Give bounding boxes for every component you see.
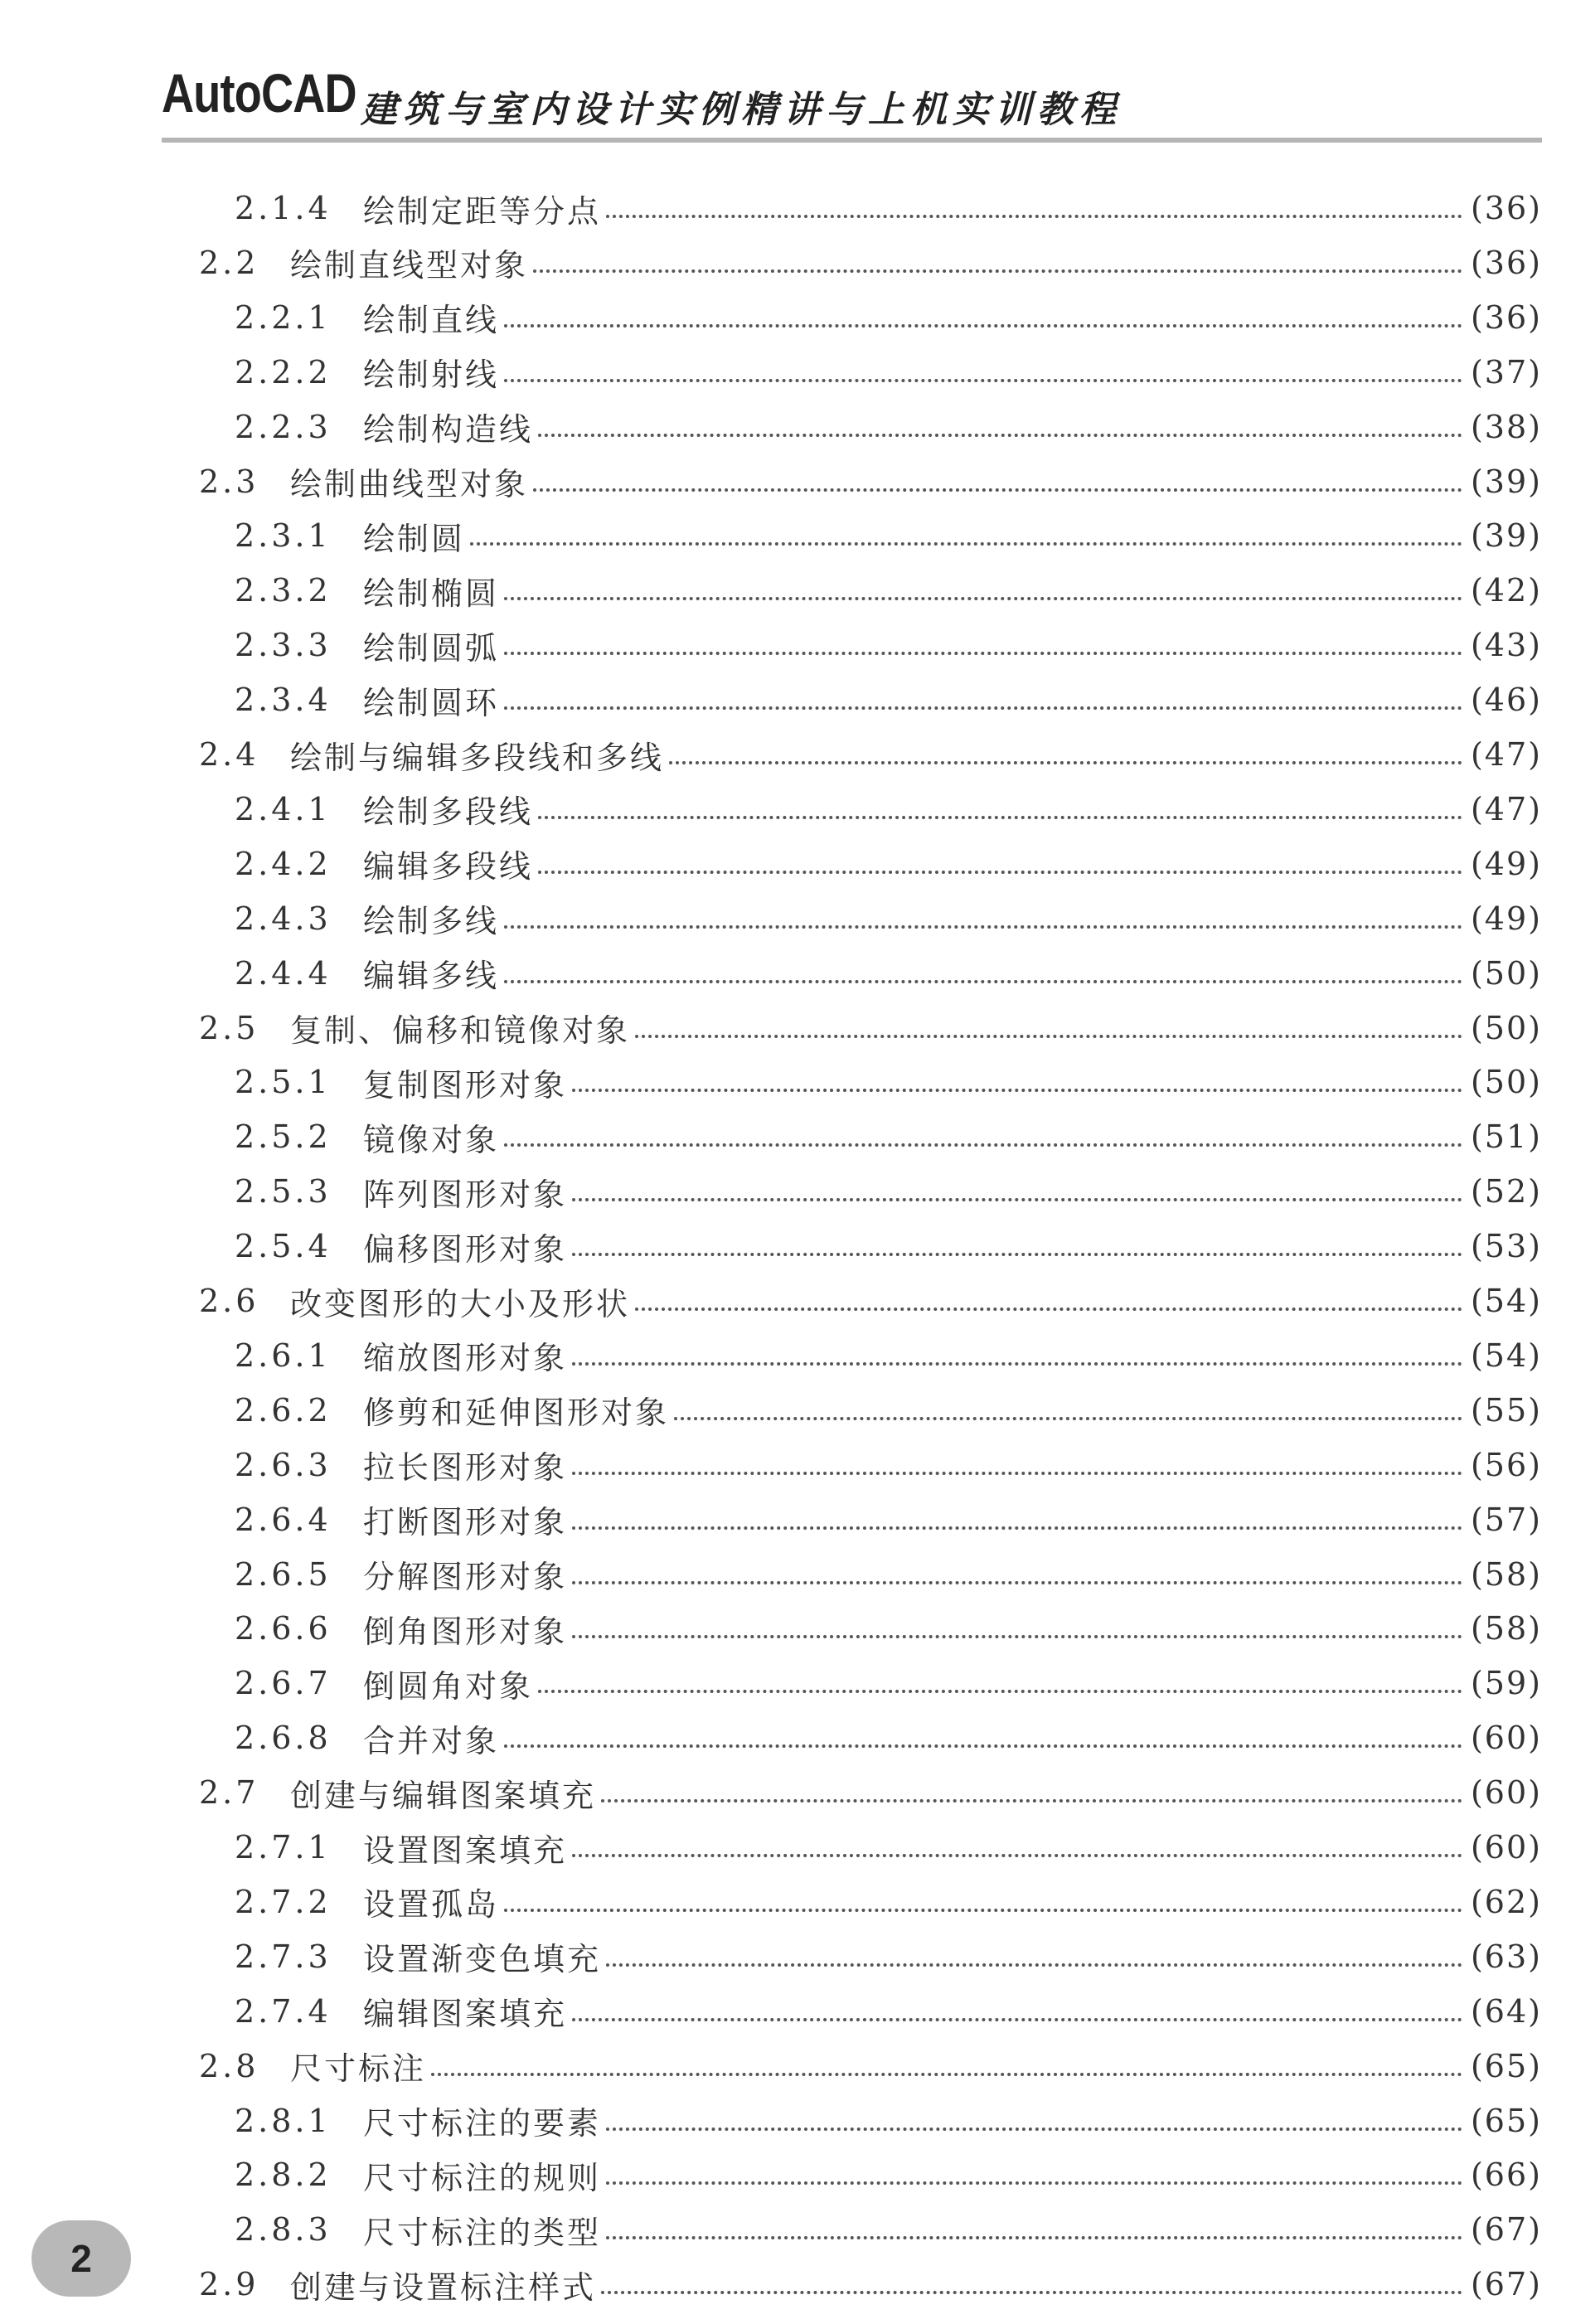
toc-dot-leader xyxy=(572,2018,1462,2021)
toc-entry-number: 2.6.7 xyxy=(235,1665,332,1702)
toc-entry-number: 2.5.2 xyxy=(235,1118,332,1156)
toc-section-entry[interactable] xyxy=(199,235,1542,290)
toc-dot-leader xyxy=(635,1035,1462,1038)
toc-entry-page: (60) xyxy=(1470,1720,1542,1757)
toc-entry-title: 阵列图形对象 xyxy=(363,1176,568,1213)
toc-entry-page: (47) xyxy=(1470,790,1542,827)
toc-entry-number: 2.7.2 xyxy=(235,1883,332,1920)
toc-dot-leader xyxy=(538,434,1462,437)
toc-subsection-entry[interactable] xyxy=(235,1492,1542,1547)
toc-subsection-entry[interactable] xyxy=(235,2202,1542,2257)
toc-entry-title: 尺寸标注的要素 xyxy=(363,2105,602,2142)
toc-dot-leader xyxy=(572,1854,1462,1857)
toc-entry-page: (39) xyxy=(1470,517,1542,555)
toc-entry-title: 绘制多段线 xyxy=(363,793,534,831)
toc-entry-title: 绘制射线 xyxy=(363,357,500,394)
toc-section-entry[interactable] xyxy=(199,1274,1542,1328)
toc-entry-title: 尺寸标注的规则 xyxy=(363,2159,602,2196)
toc-subsection-entry[interactable] xyxy=(235,891,1542,946)
toc-dot-leader xyxy=(538,1690,1462,1693)
toc-subsection-entry[interactable] xyxy=(235,782,1542,837)
toc-entry-number: 2.7.1 xyxy=(235,1829,332,1866)
header-brand: AutoCAD xyxy=(162,62,356,124)
toc-dot-leader xyxy=(504,1909,1462,1912)
toc-entry-title: 复制、偏移和镜像对象 xyxy=(290,1012,631,1049)
toc-entry-page: (50) xyxy=(1470,1009,1542,1046)
toc-dot-leader xyxy=(504,980,1462,983)
toc-entry-page: (65) xyxy=(1470,2102,1542,2139)
toc-dot-leader xyxy=(572,1198,1462,1201)
toc-entry-title: 绘制曲线型对象 xyxy=(290,466,529,502)
toc-subsection-entry[interactable] xyxy=(235,1219,1542,1274)
toc-entry-number: 2.2.3 xyxy=(235,408,332,445)
toc-dot-leader xyxy=(601,2291,1462,2294)
toc-section-entry[interactable] xyxy=(199,2039,1542,2094)
toc-entry-title: 倒圆角对象 xyxy=(363,1667,534,1705)
toc-dot-leader xyxy=(504,706,1462,710)
toc-entry-title: 编辑图案填充 xyxy=(363,1996,568,2033)
toc-dot-leader xyxy=(601,1799,1462,1802)
toc-subsection-entry[interactable] xyxy=(235,1438,1542,1492)
toc-entry-number: 2.6.6 xyxy=(235,1610,332,1647)
toc-entry-number: 2.1.4 xyxy=(235,190,332,226)
toc-entry-number: 2.3.2 xyxy=(235,572,332,609)
toc-entry-page: (42) xyxy=(1470,572,1542,609)
toc-entry-number: 2.6.3 xyxy=(235,1446,332,1483)
toc-section-entry[interactable] xyxy=(199,1765,1542,1820)
toc-entry-number: 2.2 xyxy=(199,244,259,281)
toc-dot-leader xyxy=(572,1581,1462,1584)
toc-subsection-entry[interactable] xyxy=(235,1055,1542,1109)
toc-entry-number: 2.5.1 xyxy=(235,1064,332,1101)
toc-entry-number: 2.3.4 xyxy=(235,682,332,719)
toc-entry-page: (43) xyxy=(1470,627,1542,664)
toc-entry-number: 2.6.4 xyxy=(235,1501,332,1538)
toc-dot-leader xyxy=(538,871,1462,874)
toc-entry-page: (36) xyxy=(1470,298,1542,336)
toc-entry-number: 2.6.8 xyxy=(235,1720,332,1757)
toc-dot-leader xyxy=(606,215,1462,218)
toc-entry-number: 2.6.2 xyxy=(235,1391,332,1429)
book-title: 建筑与室内设计实例精讲与上机实训教程 xyxy=(361,89,1122,131)
toc-section-entry[interactable] xyxy=(199,454,1542,509)
toc-dot-leader xyxy=(504,925,1462,929)
toc-subsection-entry[interactable] xyxy=(235,563,1542,618)
toc-entry-title: 绘制直线型对象 xyxy=(290,247,529,284)
toc-entry-page: (64) xyxy=(1470,1992,1542,2030)
toc-entry-number: 2.5 xyxy=(199,1009,259,1046)
toc-entry-title: 绘制多线 xyxy=(363,903,500,940)
toc-subsection-entry[interactable] xyxy=(235,946,1542,1001)
toc-dot-leader xyxy=(572,1526,1462,1530)
toc-dot-leader xyxy=(606,2236,1462,2239)
toc-subsection-entry[interactable] xyxy=(235,508,1542,563)
toc-entry-title: 合并对象 xyxy=(363,1722,500,1759)
toc-entry-number: 2.6.1 xyxy=(235,1337,332,1374)
toc-entry-number: 2.6.5 xyxy=(235,1555,332,1593)
toc-subsection-entry[interactable] xyxy=(235,1328,1542,1383)
toc-subsection-entry[interactable] xyxy=(235,181,1542,235)
toc-dot-leader xyxy=(504,324,1462,327)
toc-dot-leader xyxy=(572,1472,1462,1475)
toc-entry-number: 2.4.4 xyxy=(235,954,332,992)
toc-entry-title: 设置孤岛 xyxy=(363,1886,500,1924)
toc-subsection-entry[interactable] xyxy=(235,618,1542,672)
toc-entry-page: (47) xyxy=(1470,736,1542,773)
toc-entry-page: (58) xyxy=(1470,1555,1542,1593)
toc-entry-page: (50) xyxy=(1470,1064,1542,1101)
toc-entry-title: 绘制椭圆 xyxy=(363,575,500,612)
page-header xyxy=(162,58,1542,141)
toc-subsection-entry[interactable] xyxy=(235,672,1542,727)
toc-dot-leader xyxy=(572,1362,1462,1366)
toc-entry-title: 分解图形对象 xyxy=(363,1559,568,1595)
toc-entry-page: (53) xyxy=(1470,1228,1542,1265)
toc-entry-title: 绘制直线 xyxy=(363,302,500,339)
toc-entry-title: 绘制圆 xyxy=(363,520,466,557)
toc-entry-title: 尺寸标注的类型 xyxy=(363,2214,602,2251)
toc-entry-number: 2.3.3 xyxy=(235,627,332,664)
toc-entry-number: 2.2.1 xyxy=(235,298,332,336)
page-number-badge xyxy=(32,2220,131,2297)
toc-entry-title: 缩放图形对象 xyxy=(363,1340,568,1377)
toc-subsection-entry[interactable] xyxy=(235,1929,1542,1984)
toc-entry-page: (65) xyxy=(1470,2047,1542,2084)
toc-dot-leader xyxy=(470,542,1462,546)
toc-subsection-entry[interactable] xyxy=(235,1547,1542,1602)
toc-section-entry[interactable] xyxy=(199,1001,1542,1055)
toc-entry-page: (52) xyxy=(1470,1173,1542,1211)
toc-dot-leader xyxy=(674,1417,1462,1420)
toc-entry-page: (37) xyxy=(1470,353,1542,391)
toc-dot-leader xyxy=(635,1308,1462,1311)
toc-entry-number: 2.3 xyxy=(199,463,259,500)
toc-dot-leader xyxy=(606,1963,1462,1967)
toc-dot-leader xyxy=(533,269,1462,273)
toc-entry-page: (57) xyxy=(1470,1501,1542,1538)
toc-subsection-entry[interactable] xyxy=(235,1656,1542,1710)
toc-subsection-entry[interactable] xyxy=(235,1164,1542,1219)
toc-entry-page: (59) xyxy=(1470,1665,1542,1702)
toc-entry-title: 编辑多段线 xyxy=(363,848,534,885)
toc-entry-title: 镜像对象 xyxy=(363,1121,500,1158)
toc-entry-page: (58) xyxy=(1470,1610,1542,1647)
toc-entry-title: 倒角图形对象 xyxy=(363,1613,568,1650)
toc-entry-page: (67) xyxy=(1470,2211,1542,2249)
toc-entry-number: 2.2.2 xyxy=(235,353,332,391)
toc-subsection-entry[interactable] xyxy=(235,2094,1542,2148)
toc-entry-number: 2.6 xyxy=(199,1283,259,1319)
toc-entry-number: 2.4.3 xyxy=(235,900,332,937)
toc-entry-title: 编辑多线 xyxy=(363,958,500,995)
toc-subsection-entry[interactable] xyxy=(235,345,1542,400)
toc-entry-page: (63) xyxy=(1470,1938,1542,1975)
toc-subsection-entry[interactable] xyxy=(235,290,1542,345)
toc-entry-title: 创建与设置标注样式 xyxy=(290,2268,597,2306)
toc-entry-number: 2.4.2 xyxy=(235,845,332,882)
toc-dot-leader xyxy=(533,488,1462,492)
toc-entry-page: (49) xyxy=(1470,900,1542,937)
toc-entry-page: (60) xyxy=(1470,1774,1542,1812)
toc-dot-leader xyxy=(504,652,1462,655)
toc-subsection-entry[interactable] xyxy=(235,1984,1542,2039)
toc-entry-page: (62) xyxy=(1470,1883,1542,1920)
toc-entry-number: 2.7.3 xyxy=(235,1938,332,1975)
toc-entry-number: 2.7.4 xyxy=(235,1992,332,2030)
toc-entry-page: (49) xyxy=(1470,845,1542,882)
header-divider xyxy=(162,138,1542,143)
toc-subsection-entry[interactable] xyxy=(235,837,1542,891)
toc-entry-page: (54) xyxy=(1470,1283,1542,1319)
toc-entry-number: 2.5.4 xyxy=(235,1228,332,1265)
toc-entry-title: 设置渐变色填充 xyxy=(363,1941,602,1978)
toc-entry-number: 2.5.3 xyxy=(235,1173,332,1211)
toc-entry-title: 绘制定距等分点 xyxy=(363,192,602,230)
toc-entry-title: 绘制圆环 xyxy=(363,684,500,721)
toc-dot-leader xyxy=(572,1089,1462,1092)
toc-entry-number: 2.8 xyxy=(199,2047,259,2084)
toc-entry-page: (55) xyxy=(1470,1391,1542,1429)
toc-dot-leader xyxy=(606,2128,1462,2131)
toc-dot-leader xyxy=(572,1253,1462,1256)
toc-dot-leader xyxy=(504,379,1462,382)
toc-entry-number: 2.4 xyxy=(199,736,259,773)
toc-entry-page: (46) xyxy=(1470,682,1542,719)
toc-entry-number: 2.8.1 xyxy=(235,2102,332,2139)
toc-entry-title: 设置图案填充 xyxy=(363,1832,568,1869)
toc-entry-page: (60) xyxy=(1470,1829,1542,1866)
toc-entry-title: 绘制圆弧 xyxy=(363,629,500,667)
toc-entry-page: (50) xyxy=(1470,954,1542,992)
toc-entry-page: (36) xyxy=(1470,244,1542,281)
toc-subsection-entry[interactable] xyxy=(235,1383,1542,1438)
toc-entry-title: 拉长图形对象 xyxy=(363,1449,568,1487)
toc-entry-number: 2.9 xyxy=(199,2266,259,2303)
toc-entry-number: 2.3.1 xyxy=(235,517,332,555)
toc-subsection-entry[interactable] xyxy=(235,1710,1542,1765)
toc-subsection-entry[interactable] xyxy=(235,1601,1542,1656)
toc-entry-number: 2.8.3 xyxy=(235,2211,332,2249)
toc-entry-number: 2.4.1 xyxy=(235,790,332,827)
toc-section-entry[interactable] xyxy=(199,727,1542,782)
toc-entry-title: 尺寸标注 xyxy=(290,2050,427,2088)
toc-entry-page: (54) xyxy=(1470,1337,1542,1374)
toc-entry-number: 2.7 xyxy=(199,1774,259,1812)
toc-section-entry[interactable] xyxy=(199,2257,1542,2312)
toc-dot-leader xyxy=(669,761,1462,764)
toc-dot-leader xyxy=(606,2181,1462,2185)
toc-dot-leader xyxy=(504,1143,1462,1147)
toc-entry-page: (36) xyxy=(1470,190,1542,226)
toc-subsection-entry[interactable] xyxy=(235,2147,1542,2202)
toc-entry-title: 改变图形的大小及形状 xyxy=(290,1285,631,1322)
toc-dot-leader xyxy=(431,2073,1462,2076)
toc-entry-page: (38) xyxy=(1470,408,1542,445)
toc-entry-page: (66) xyxy=(1470,2157,1542,2194)
toc-dot-leader xyxy=(538,816,1462,819)
toc-dot-leader xyxy=(504,1744,1462,1748)
toc-entry-page: (56) xyxy=(1470,1446,1542,1483)
toc-entry-page: (39) xyxy=(1470,463,1542,500)
toc-entry-title: 绘制与编辑多段线和多线 xyxy=(290,739,665,776)
toc-entry-page: (67) xyxy=(1470,2266,1542,2303)
toc-subsection-entry[interactable] xyxy=(235,400,1542,454)
toc-entry-title: 修剪和延伸图形对象 xyxy=(363,1395,670,1432)
toc-subsection-entry[interactable] xyxy=(235,1875,1542,1929)
page-number: 2 xyxy=(70,2237,92,2280)
toc-entry-number: 2.8.2 xyxy=(235,2157,332,2194)
toc-subsection-entry[interactable] xyxy=(235,1820,1542,1875)
toc-dot-leader xyxy=(572,1635,1462,1638)
toc-entry-title: 创建与编辑图案填充 xyxy=(290,1777,597,1814)
toc-entry-title: 偏移图形对象 xyxy=(363,1230,568,1268)
toc-dot-leader xyxy=(504,597,1462,600)
toc-entry-page: (51) xyxy=(1470,1118,1542,1156)
toc-entry-title: 打断图形对象 xyxy=(363,1504,568,1541)
toc-subsection-entry[interactable] xyxy=(235,1109,1542,1164)
toc-entry-title: 复制图形对象 xyxy=(363,1066,568,1104)
toc-entry-title: 绘制构造线 xyxy=(363,411,534,449)
